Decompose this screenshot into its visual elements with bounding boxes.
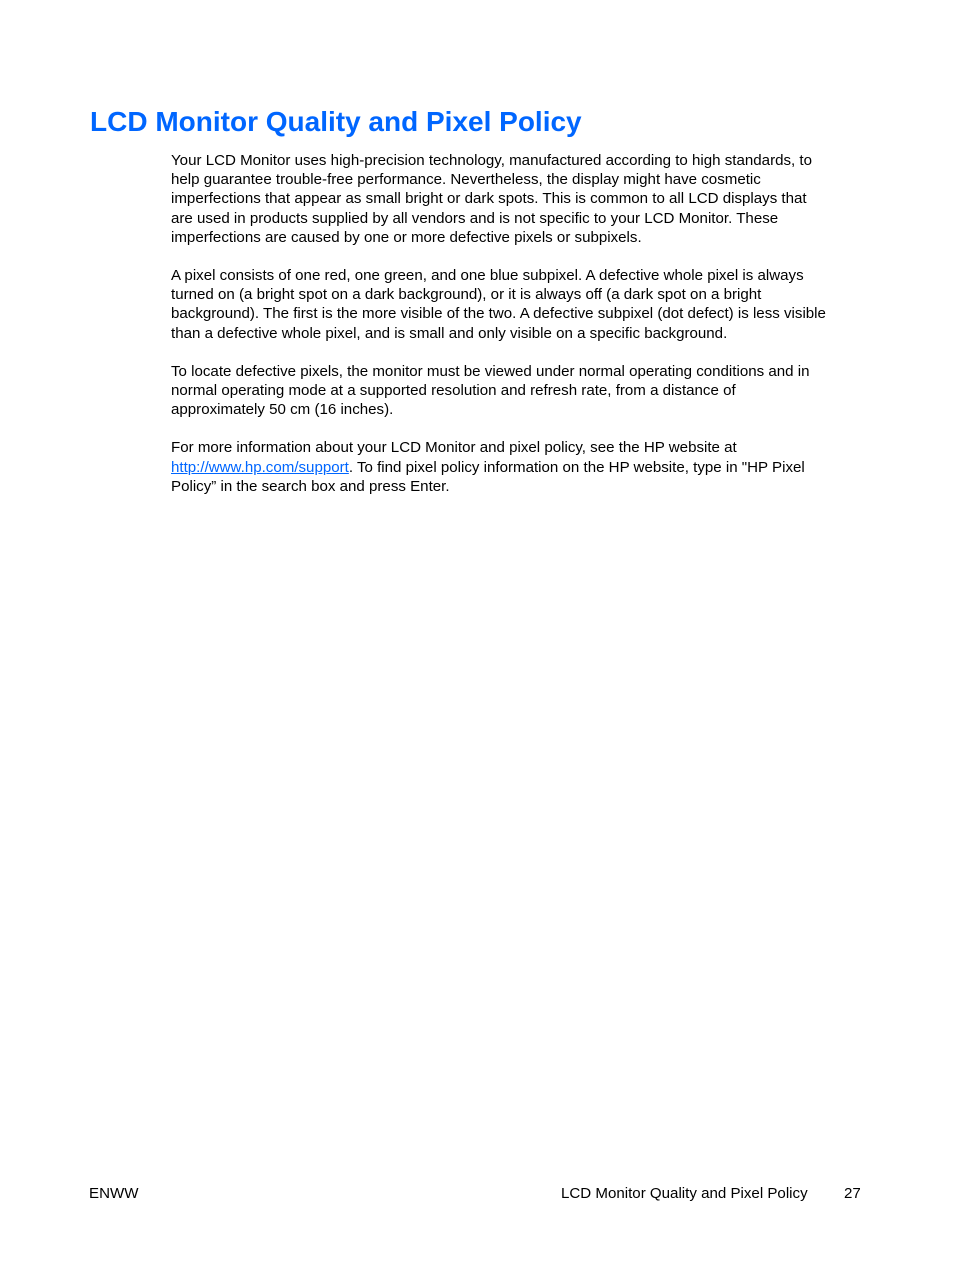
text-line: A pixel consists of one red, one green, and one blue subpixel. A defective whole pixel is always (171, 267, 804, 285)
footer-page-number: 27 (844, 1185, 861, 1202)
footer-doc-code: ENWW (89, 1185, 139, 1202)
text-line: normal operating mode at a supported resolution and refresh rate, from a distance of (171, 382, 736, 400)
text-line: For more information about your LCD Monitor and pixel policy, see the HP website at (171, 439, 737, 457)
text-line: than a defective whole pixel, and is small and only visible on a specific background. (171, 324, 728, 342)
paragraph-4 (171, 438, 871, 496)
footer-section-title: LCD Monitor Quality and Pixel Policy (561, 1185, 808, 1202)
page-title: LCD Monitor Quality and Pixel Policy (90, 106, 582, 137)
text-line: help guarantee trouble-free performance. Nevertheless, the display might have cosmetic (171, 171, 761, 189)
link-trailing-text: . To find pixel policy information on the HP website, type in "HP Pixel (348, 458, 805, 476)
text-line: Policy” in the search box and press Enter. (171, 477, 450, 495)
text-line-with-link (171, 458, 871, 477)
text-line: are used in products supplied by all vendors and is not specific to your LCD Monitor. These (171, 209, 779, 227)
text-line: Your LCD Monitor uses high-precision technology, manufactured according to high standards, to (171, 152, 813, 169)
body-text (171, 151, 871, 515)
hp-support-link[interactable]: http://www.hp.com/support (171, 458, 349, 476)
text-line: To locate defective pixels, the monitor must be viewed under normal operating conditions and in (171, 362, 810, 380)
text-line: imperfections are caused by one or more defective pixels or subpixels. (171, 228, 642, 246)
paragraph-2 (171, 266, 871, 343)
text-line: imperfections that appear as small bright or dark spots. This is common to all LCD displays that (171, 190, 807, 208)
text-line: turned on (a bright spot on a dark background), or it is always off (a dark spot on a bright (171, 286, 762, 304)
paragraph-1 (171, 151, 871, 247)
text-line: approximately 50 cm (16 inches). (171, 401, 394, 419)
paragraph-3 (171, 362, 871, 420)
text-line: background). The first is the more visible of the two. A defective subpixel (dot defect) is less visible (171, 305, 826, 323)
